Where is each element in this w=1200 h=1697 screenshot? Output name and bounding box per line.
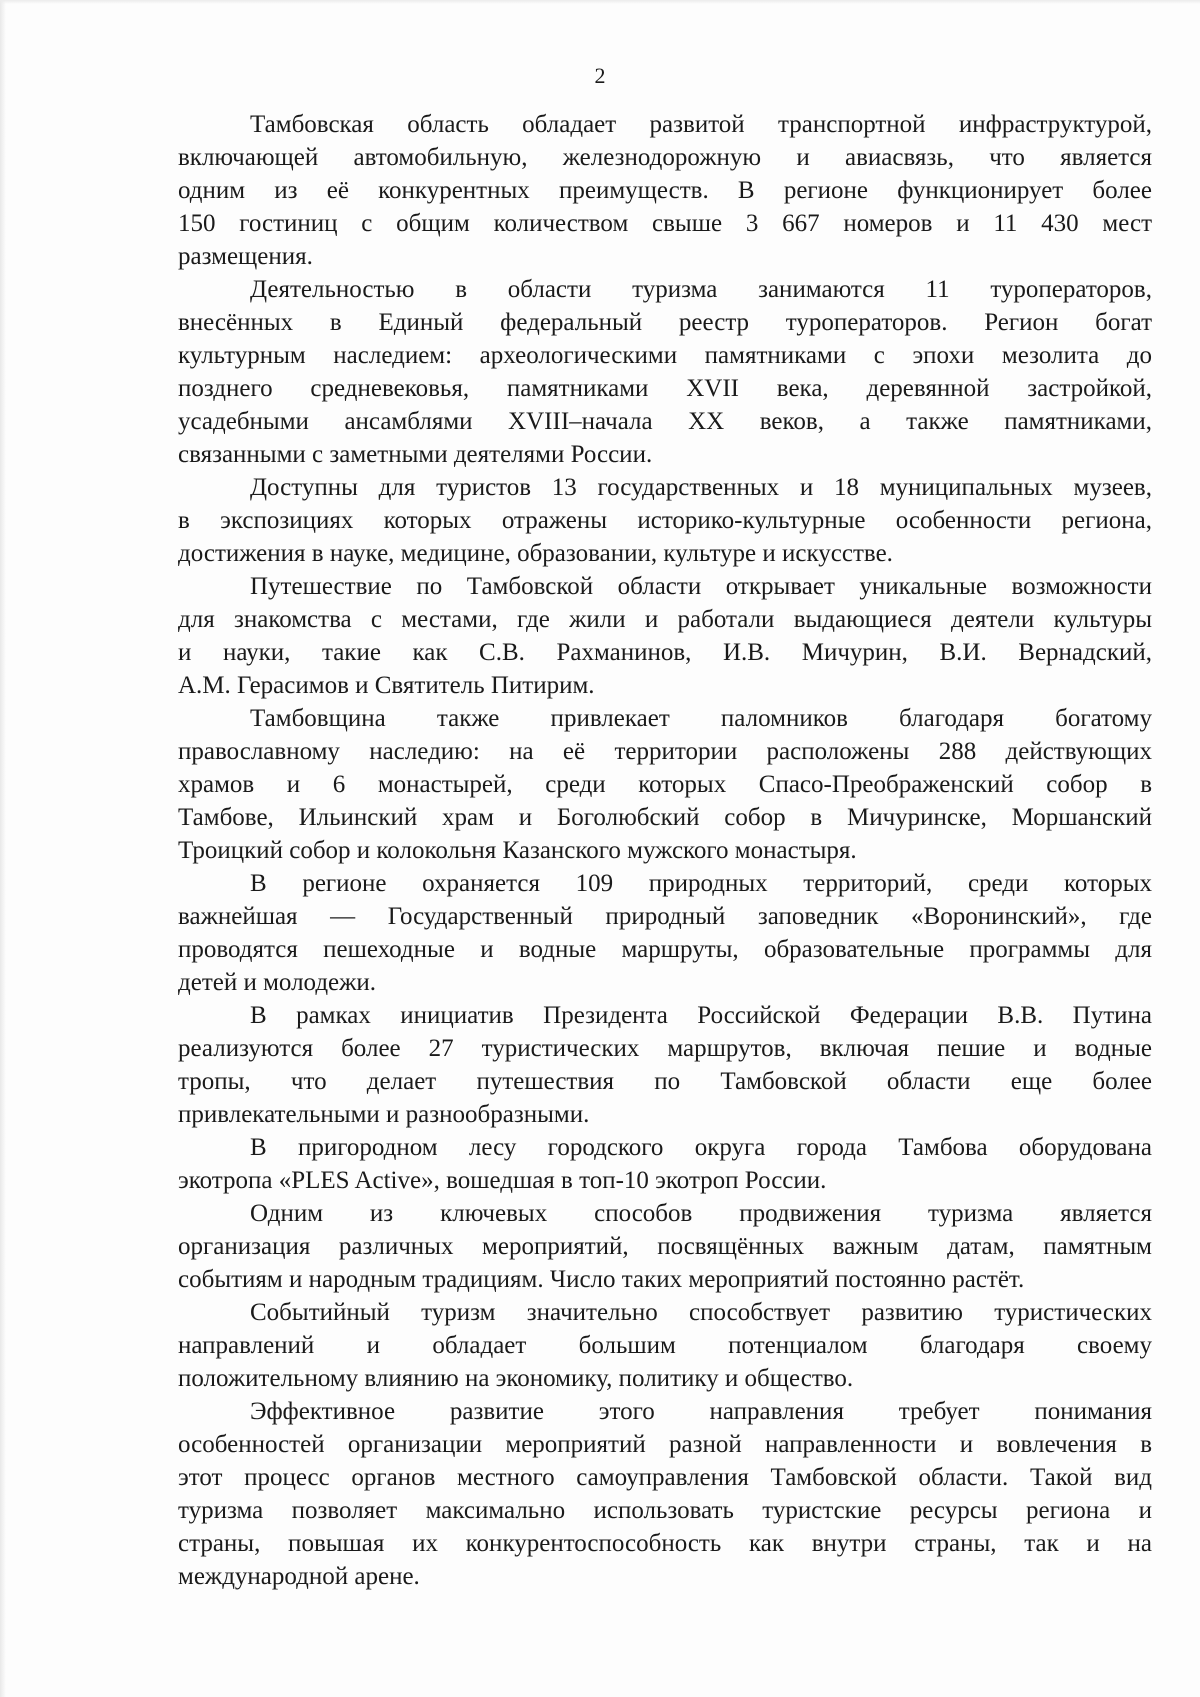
paragraph xyxy=(178,702,1152,867)
text-line: 150 гостиниц с общим количеством свыше 3 667 номеров и 11 430 мест xyxy=(178,210,1152,237)
text-line: размещения. xyxy=(178,243,313,270)
text-line: этот процесс органов местного самоуправления Тамбовской области. Такой вид xyxy=(178,1464,1152,1491)
paragraph xyxy=(178,273,1152,471)
paragraph xyxy=(178,867,1152,999)
text-line: А.М. Герасимов и Святитель Питирим. xyxy=(178,672,595,699)
text-line: тропы, что делает путешествия по Тамбовской области еще более xyxy=(178,1068,1152,1095)
text-line: проводятся пешеходные и водные маршруты, образовательные программы для xyxy=(178,936,1152,963)
scan-edge-left xyxy=(0,0,6,1697)
document-body xyxy=(178,108,1152,1593)
text-line: В регионе охраняется 109 природных территорий, среди которых xyxy=(250,870,1152,897)
text-line: внесённых в Единый федеральный реестр туроператоров. Регион богат xyxy=(178,309,1152,336)
text-line: Событийный туризм значительно способствует развитию туристических xyxy=(250,1299,1152,1326)
text-line: достижения в науке, медицине, образовании, культуре и искусстве. xyxy=(178,540,893,567)
text-line: усадебными ансамблями XVIII–начала XX веков, а также памятниками, xyxy=(178,408,1152,435)
text-line: Деятельностью в области туризма занимаются 11 туроператоров, xyxy=(250,276,1152,303)
paragraph xyxy=(178,471,1152,570)
scan-edge-top xyxy=(0,0,1200,4)
text-line: В пригородном лесу городского округа города Тамбова оборудована xyxy=(250,1134,1152,1161)
text-line: привлекательными и разнообразными. xyxy=(178,1101,590,1128)
text-line: культурным наследием: археологическими памятниками с эпохи мезолита до xyxy=(178,342,1152,369)
text-line: для знакомства с местами, где жили и работали выдающиеся деятели культуры xyxy=(178,606,1152,633)
text-line: Тамбовская область обладает развитой транспортной инфраструктурой, xyxy=(250,111,1152,138)
text-line: одним из её конкурентных преимуществ. В регионе функционирует более xyxy=(178,177,1152,204)
text-line: Путешествие по Тамбовской области открывает уникальные возможности xyxy=(250,573,1152,600)
text-line: включающей автомобильную, железнодорожную и авиасвязь, что является xyxy=(178,144,1152,171)
text-line: детей и молодежи. xyxy=(178,969,377,996)
text-line: в экспозициях которых отражены историко-культурные особенности региона, xyxy=(178,507,1152,534)
text-line: событиям и народным традициям. Число таких мероприятий постоянно растёт. xyxy=(178,1266,1025,1293)
page-number: 2 xyxy=(594,63,606,88)
text-line: и науки, такие как С.В. Рахманинов, И.В. Мичурин, В.И. Вернадский, xyxy=(178,639,1152,666)
text-line: позднего средневековья, памятниками XVII века, деревянной застройкой, xyxy=(178,375,1152,402)
text-line: международной арене. xyxy=(178,1563,420,1590)
paragraph xyxy=(178,1296,1152,1395)
text-line: Троицкий собор и колокольня Казанского мужского монастыря. xyxy=(178,837,857,864)
text-line: страны, повышая их конкурентоспособность как внутри страны, так и на xyxy=(178,1530,1152,1557)
text-line: Доступны для туристов 13 государственных и 18 муниципальных музеев, xyxy=(250,474,1152,501)
text-line: организация различных мероприятий, посвящённых важным датам, памятным xyxy=(178,1233,1152,1260)
text-line: Тамбове, Ильинский храм и Боголюбский собор в Мичуринске, Моршанский xyxy=(178,804,1152,831)
paragraph xyxy=(178,1131,1152,1197)
text-line: туризма позволяет максимально использовать туристские ресурсы региона и xyxy=(178,1497,1152,1524)
text-line: Тамбовщина также привлекает паломников благодаря богатому xyxy=(250,705,1152,732)
paragraph xyxy=(178,999,1152,1131)
text-line: Эффективное развитие этого направления требует понимания xyxy=(250,1398,1152,1425)
text-line: связанными с заметными деятелями России. xyxy=(178,441,653,468)
paragraph xyxy=(178,1197,1152,1296)
paragraph xyxy=(178,1395,1152,1593)
text-line: положительному влиянию на экономику, политику и общество. xyxy=(178,1365,854,1392)
paragraph xyxy=(178,570,1152,702)
text-line: православному наследию: на её территории расположены 288 действующих xyxy=(178,738,1152,765)
text-line: особенностей организации мероприятий разной направленности и вовлечения в xyxy=(178,1431,1152,1458)
text-line: направлений и обладает большим потенциалом благодаря своему xyxy=(178,1332,1152,1359)
text-line: Одним из ключевых способов продвижения туризма является xyxy=(250,1200,1152,1227)
text-line: В рамках инициатив Президента Российской Федерации В.В. Путина xyxy=(250,1002,1152,1029)
text-line: экотропа «PLES Active», вошедшая в топ-10 экотроп России. xyxy=(178,1167,827,1194)
text-line: важнейшая — Государственный природный заповедник «Воронинский», где xyxy=(178,903,1152,930)
text-line: реализуются более 27 туристических маршрутов, включая пешие и водные xyxy=(178,1035,1152,1062)
paragraph xyxy=(178,108,1152,273)
text-line: храмов и 6 монастырей, среди которых Спасо-Преображенский собор в xyxy=(178,771,1152,798)
